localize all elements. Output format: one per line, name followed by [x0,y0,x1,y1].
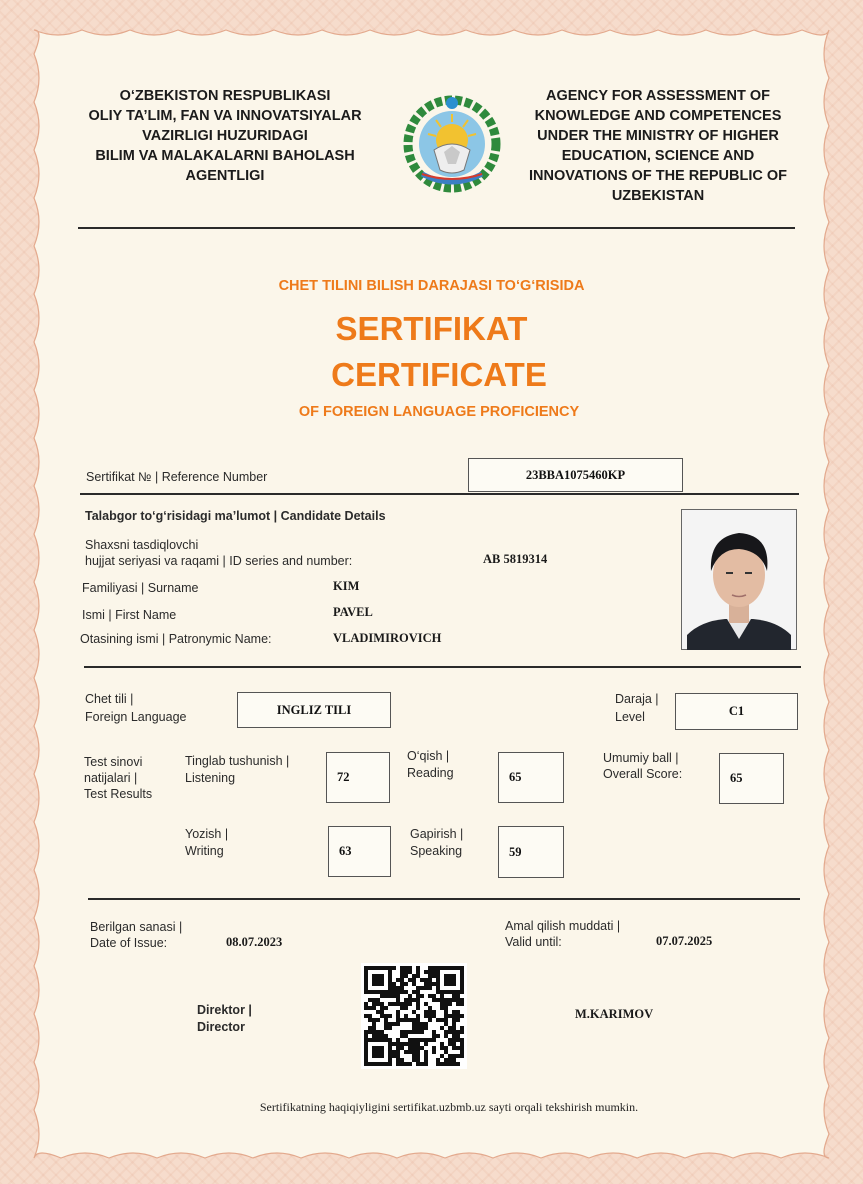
title-en: CERTIFICATE [331,356,547,393]
reference-divider [80,493,799,495]
id-label: Shaxsni tasdiqlovchi [85,538,199,552]
results-divider [88,898,800,900]
state-emblem-icon [400,90,504,194]
issue-date-value: 08.07.2023 [226,935,283,949]
verification-note: Sertifikatning haqiqiyligini sertifikat.uzbmb.uz sayti orqali tekshirish mumkin. [259,1100,639,1114]
reading-label: Reading [407,766,454,780]
header-left-line: OLIY TA’LIM, FAN VA INNOVATSIYALAR [88,108,362,124]
listening-score: 72 [326,752,390,803]
language-label: Foreign Language [85,710,187,724]
header-right-line: KNOWLEDGE AND COMPETENCES [534,108,782,124]
results-label: Test sinovi [84,755,143,769]
overall-label: Umumiy ball | [603,751,679,765]
candidate-photo [681,509,797,650]
level-label: Level [615,710,645,724]
director-name: M.KARIMOV [575,1007,654,1021]
header-right-line: INNOVATIONS OF THE REPUBLIC OF [528,168,788,184]
speaking-label: Gapirish | [410,827,464,841]
header-right-line: UNDER THE MINISTRY OF HIGHER [537,128,779,144]
header-right-line: EDUCATION, SCIENCE AND [561,148,755,164]
header-left-line: O‘ZBEKISTON RESPUBLIKASI [119,88,331,104]
valid-until-label: Amal qilish muddati | [505,919,621,933]
level-value: C1 [675,693,798,730]
speaking-score: 59 [498,826,564,878]
overall-score: 65 [719,753,784,804]
patronymic-label: Otasining ismi | Patronymic Name: [80,632,272,646]
surname-value: KIM [333,579,360,593]
patronymic-value: VLADIMIROVICH [333,631,442,645]
writing-label: Writing [185,844,224,858]
header-right [508,86,808,206]
valid-until-label: Valid until: [505,935,562,949]
header-left-line: BILIM VA MALAKALARNI BAHOLASH [95,148,355,164]
header-left [60,86,390,186]
results-label: natijalari | [84,771,138,785]
overall-label: Overall Score: [603,767,683,781]
director-label: Director [197,1020,245,1034]
language-label: Chet tili | [85,692,134,706]
listening-label: Tinglab tushunish | [185,754,290,768]
reference-number: 23BBA1075460KP [468,458,683,492]
header-left-line: AGENTLIGI [185,168,265,184]
reading-score: 65 [498,752,564,803]
id-label: hujjat seriyasi va raqami | ID series and number: [85,554,353,568]
header-left-line: VAZIRLIGI HUZURIDAGI [142,128,308,144]
listening-label: Listening [185,771,236,785]
title-uz: SERTIFIKAT [335,310,528,347]
subtitle-bottom: OF FOREIGN LANGUAGE PROFICIENCY [298,404,580,420]
header-right-line: UZBEKISTAN [611,188,705,204]
header-right-line: AGENCY FOR ASSESSMENT OF [546,88,770,104]
language-value: INGLIZ TILI [237,692,391,728]
surname-label: Familiyasi | Surname [82,581,199,595]
writing-label: Yozish | [185,827,229,841]
level-label: Daraja | [615,692,659,706]
first-name-value: PAVEL [333,605,373,619]
issue-date-label: Date of Issue: [90,936,168,950]
subtitle-top: CHET TILINI BILISH DARAJASI TO‘G‘RISIDA [278,278,585,294]
speaking-label: Speaking [410,844,463,858]
candidate-section-title: Talabgor to‘g‘risidagi ma’lumot | Candidate Details [85,509,386,523]
first-name-label: Ismi | First Name [82,608,177,622]
header-divider [78,227,795,229]
candidate-divider [84,666,801,668]
id-value: AB 5819314 [483,552,548,566]
issue-date-label: Berilgan sanasi | [90,920,183,934]
reading-label: O‘qish | [407,749,450,763]
valid-until-value: 07.07.2025 [656,934,713,948]
writing-score: 63 [328,826,391,877]
qr-code-icon [361,963,467,1069]
verification-qr-code[interactable] [361,963,467,1069]
results-label: Test Results [84,787,153,801]
director-label: Direktor | [197,1003,252,1017]
reference-label: Sertifikat № | Reference Number [86,470,268,484]
